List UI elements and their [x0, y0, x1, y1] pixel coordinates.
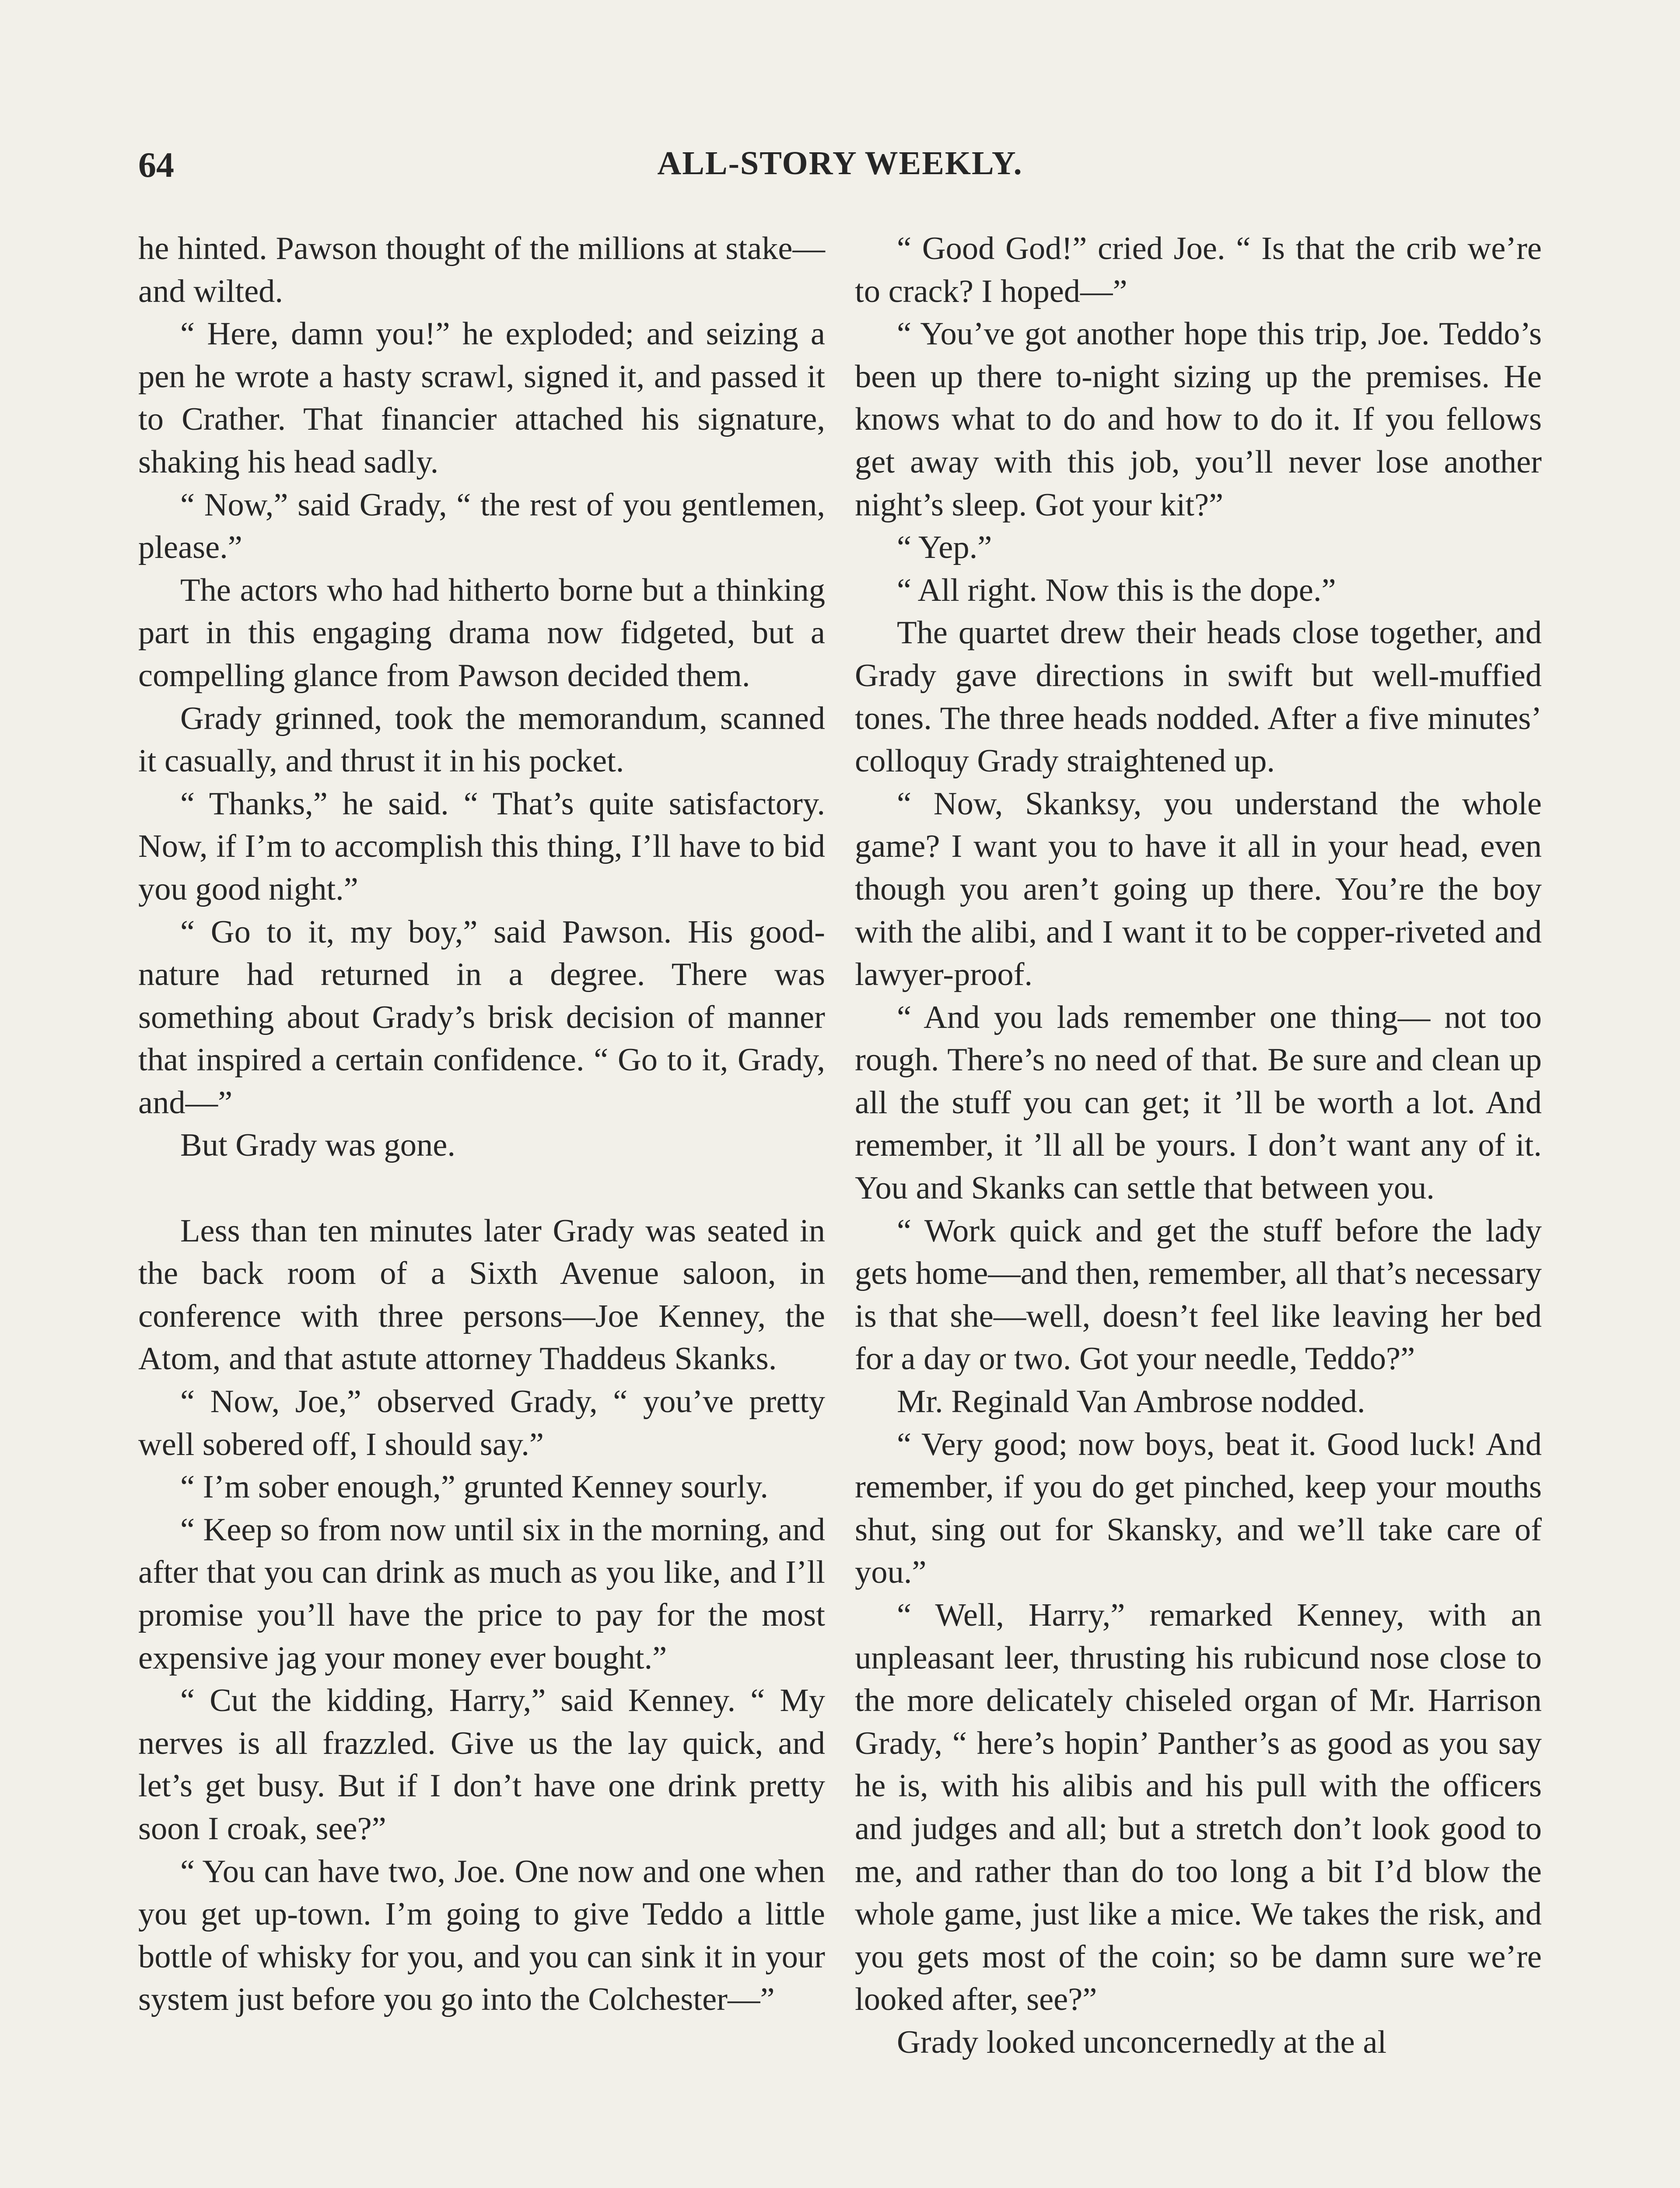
paragraph: “ All right. Now this is the dope.” — [897, 572, 1336, 608]
paragraph: “ Thanks,” he said. “ That’s quite satisfactory. Now, if I’m to accomplish this thing, I’ll have to bid you good night.” — [138, 785, 825, 907]
running-title: ALL-STORY WEEKLY. — [657, 145, 1023, 182]
right-column — [855, 228, 1542, 2064]
paragraph: “ Now, Skanksy, you understand the whole game? I want you to have it all in your head, even though you aren’t going up there. You’re the boy with the alibi, and I want it to be copper-riveted and lawyer-proof. — [855, 785, 1542, 993]
paragraph: “ And you lads remember one thing— not too rough. There’s no need of that. Be sure and clean up all the stuff you can get; it ’ll be worth a lot. And remember, it ’ll all be yours. I don’t want any of it. You and Skanks can settle that between you. — [855, 999, 1542, 1206]
paragraph: “ Work quick and get the stuff before the lady gets home—and then, remember, all that’s necessary is that she—well, doesn’t feel like leaving her bed for a day or two. Got your needle, Teddo?” — [855, 1213, 1542, 1377]
paragraph: “ Good God!” cried Joe. “ Is that the crib we’re to crack? I hoped—” — [855, 231, 1542, 309]
paragraph: But Grady was gone. — [180, 1127, 455, 1164]
page-header — [138, 144, 1542, 197]
paragraph: The quartet drew their heads close together, and Grady gave directions in swift but well-muffied tones. The three heads nodded. After a five minutes’ colloquy Grady straightened up. — [855, 615, 1542, 779]
paragraph: “ You can have two, Joe. One now and one when you get up-town. I’m going to give Teddo a little bottle of whisky for you, and you can sink it in your system just before you go into the Colchester—” — [138, 1853, 825, 2018]
paragraph: “ Now,” said Grady, “ the rest of you gentlemen, please.” — [138, 487, 825, 566]
paragraph: “ You’ve got another hope this trip, Joe. Teddo’s been up there to-night sizing up the premises. He knows what to do and how to do it. If you fellows get away with this job, you’ll never lose another night’s sleep. Got your kit?” — [855, 316, 1542, 523]
paragraph: “ Go to it, my boy,” said Pawson. His good-nature had returned in a degree. There was something about Grady’s brisk decision of manner that inspired a certain confidence. “ Go to it, Grady, and—” — [138, 914, 825, 1121]
paragraph: “ Yep.” — [897, 529, 992, 566]
paragraph: The actors who had hitherto borne but a thinking part in this engaging drama now fidgeted, but a compelling glance from Pawson decided them. — [138, 572, 825, 694]
paragraph: Grady grinned, took the memorandum, scanned it casually, and thrust it in his pocket. — [138, 700, 825, 779]
paragraph: Grady looked unconcernedly at the al — [897, 2024, 1387, 2060]
paragraph: “ Keep so from now until six in the morning, and after that you can drink as much as you like, and I’ll promise you’ll have the price to pay for the most expensive jag your money ever bought.” — [138, 1511, 825, 1676]
section-break — [138, 1167, 825, 1210]
paragraph: Mr. Reginald Van Ambrose nodded. — [897, 1384, 1365, 1420]
paragraph: “ Now, Joe,” observed Grady, “ you’ve pretty well sobered off, I should say.” — [138, 1384, 825, 1462]
paragraph: Less than ten minutes later Grady was seated in the back room of a Sixth Avenue saloon, in conference with three persons—Joe Kenney, the Atom, and that astute attorney Thaddeus Skanks. — [138, 1213, 825, 1377]
paragraph: “ Here, damn you!” he exploded; and seizing a pen he wrote a hasty scrawl, signed it, and passed it to Crather. That financier attached his signature, shaking his head sadly. — [138, 316, 825, 480]
paragraph: he hinted. Pawson thought of the millions at stake—and wilted. — [138, 231, 825, 309]
left-column — [138, 228, 825, 2021]
paragraph: “ I’m sober enough,” grunted Kenney sourly. — [180, 1469, 769, 1505]
paragraph: “ Cut the kidding, Harry,” said Kenney. “ My nerves is all frazzled. Give us the lay quick, and let’s get busy. But if I don’t have one drink pretty soon I croak, see?” — [138, 1683, 825, 1847]
page-number: 64 — [138, 145, 174, 185]
paragraph: “ Well, Harry,” remarked Kenney, with an unpleasant leer, thrusting his rubicund nose close to the more delicately chiseled organ of Mr. Harrison Grady, “ here’s hopin’ Panther’s as good as you say he is, with his alibis and his pull with the officers and judges and all; but a stretch don’t look good to me, and rather than do too long a bit I’d blow the whole game, just like a mice. We takes the risk, and you gets most of the coin; so be damn sure we’re looked after, see?” — [855, 1597, 1542, 2018]
paragraph: “ Very good; now boys, beat it. Good luck! And remember, if you do get pinched, keep your mouths shut, sing out for Skansky, and we’ll take care of you.” — [855, 1426, 1542, 1591]
